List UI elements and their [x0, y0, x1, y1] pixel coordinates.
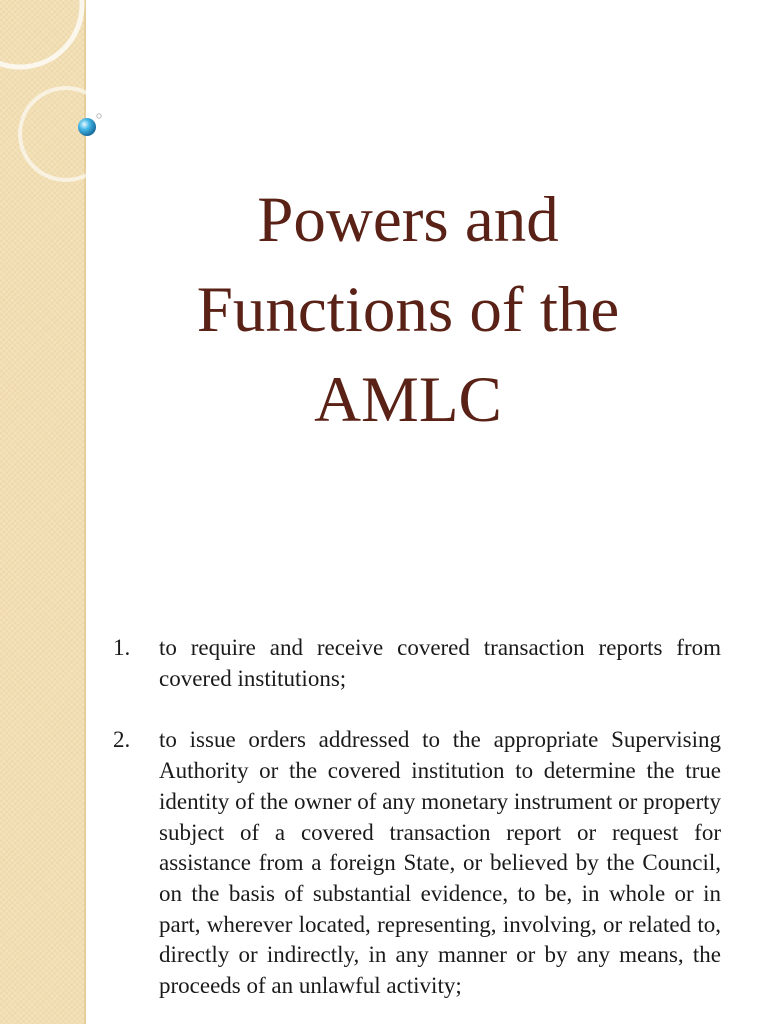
title-line-1: Powers and [257, 184, 559, 256]
powers-list [113, 633, 721, 1002]
list-item [113, 633, 721, 694]
blue-orb-icon [78, 118, 96, 136]
small-ring-icon [97, 114, 101, 118]
list-number: 1. [113, 635, 131, 660]
list-item [113, 725, 721, 1001]
title-line-3: AMLC [314, 364, 502, 436]
list-number: 2. [113, 727, 131, 753]
decorative-circles [0, 0, 140, 200]
decor-arc-small [20, 88, 112, 180]
list-text: to issue orders addressed to the appropriate Supervising Authority or the covered institution to determine the true identity of the owner of any monetary instrument or property subject of a covered transaction report or request for assistance from a foreign State, or believed by the Council, on the basis of substantial evidence, to be, in whole or in part, wherever located, representing, involving, or related to, directly or indirectly, in any manner or by any means, the proceeds of an unlawful activity; [159, 727, 721, 999]
decor-arc-large [0, 0, 82, 67]
title-line-2: Functions of the [196, 274, 620, 346]
list-text: to require and receive covered transaction reports from covered institutions; [159, 635, 721, 691]
slide-title [120, 175, 696, 445]
